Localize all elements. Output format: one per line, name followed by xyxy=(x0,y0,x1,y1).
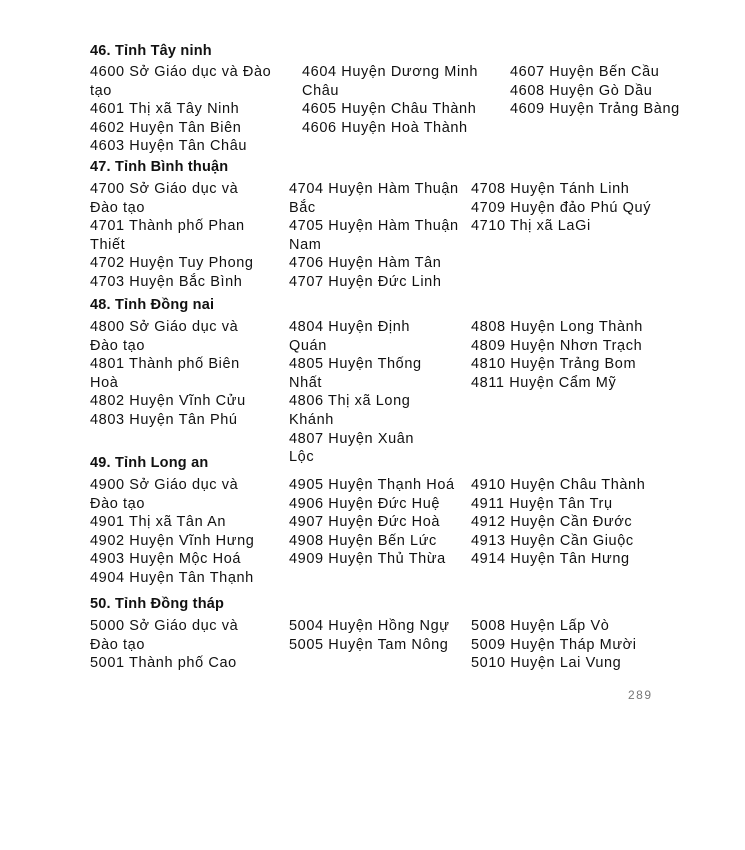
list-item: 4903 Huyện Mộc Hoá xyxy=(90,551,242,568)
section-46-col-2 xyxy=(302,63,494,137)
list-item: 4805 Huyện Thống Nhất xyxy=(289,356,422,391)
section-48-col-2 xyxy=(289,318,429,467)
section-47-col-2 xyxy=(289,180,464,292)
list-item: 5009 Huyện Tháp Mười xyxy=(471,636,637,653)
section-48-col-1 xyxy=(90,318,270,430)
list-item: 4909 Huyện Thủ Thừa xyxy=(289,551,446,568)
section-48-col-3 xyxy=(471,318,701,392)
list-item: 4803 Huyện Tân Phú xyxy=(90,411,238,428)
section-50-col-2 xyxy=(289,617,464,654)
list-item: 4914 Huyện Tân Hưng xyxy=(471,551,630,568)
list-item: 4911 Huyện Tân Trụ xyxy=(471,495,613,512)
list-item: 4908 Huyện Bến Lức xyxy=(289,532,437,549)
list-item: 4808 Huyện Long Thành xyxy=(471,319,643,335)
list-item: 4807 Huyện Xuân Lộc xyxy=(289,430,415,466)
list-item: 4901 Thị xã Tân An xyxy=(90,514,227,531)
list-item: 4802 Huyện Vĩnh Cửu xyxy=(90,393,246,410)
list-item: 4902 Huyện Vĩnh Hưng xyxy=(90,532,255,549)
list-item: 4801 Thành phố Biên Hoà xyxy=(90,356,240,391)
list-item: 4710 Thị xã LaGi xyxy=(471,218,591,235)
list-item: 5008 Huyện Lấp Vò xyxy=(471,618,610,634)
list-item: 4906 Huyện Đức Huệ xyxy=(289,495,441,512)
list-item: 4904 Huyện Tân Thạnh xyxy=(90,569,254,586)
list-item: 5000 Sở Giáo dục và Đào tạo xyxy=(90,618,239,653)
list-item: 4809 Huyện Nhơn Trạch xyxy=(471,337,643,354)
list-item: 4910 Huyện Châu Thành xyxy=(471,477,646,493)
section-46-col-1 xyxy=(90,63,290,156)
list-item: 5005 Huyện Tam Nông xyxy=(289,636,449,653)
list-item: 4603 Huyện Tân Châu xyxy=(90,138,248,155)
list-item: 4800 Sở Giáo dục và Đào tạo xyxy=(90,319,239,354)
list-item: 4604 Huyện Dương Minh Châu xyxy=(302,64,479,99)
list-item: 5004 Huyện Hồng Ngự xyxy=(289,618,450,634)
list-item: 4804 Huyện Định Quán xyxy=(289,319,411,354)
list-item: 4706 Huyện Hàm Tân xyxy=(289,255,442,272)
list-item: 4912 Huyện Cần Đước xyxy=(471,514,633,531)
section-49-col-1 xyxy=(90,476,270,588)
section-46-col-3 xyxy=(510,63,730,119)
list-item: 4606 Huyện Hoà Thành xyxy=(302,119,468,136)
list-item: 4607 Huyện Bến Cầu xyxy=(510,64,660,80)
list-item: 4806 Thị xã Long Khánh xyxy=(289,393,411,428)
list-item: 4609 Huyện Trảng Bàng xyxy=(510,101,680,118)
list-item: 4810 Huyện Trảng Bom xyxy=(471,356,637,373)
list-item: 4602 Huyện Tân Biên xyxy=(90,119,242,136)
list-item: 5001 Thành phố Cao xyxy=(90,655,237,672)
list-item: 4705 Huyện Hàm Thuận Nam xyxy=(289,218,459,253)
list-item: 4600 Sở Giáo dục và Đào tạo xyxy=(90,64,272,99)
section-title-46: 46. Tỉnh Tây ninh xyxy=(90,43,212,59)
list-item: 4702 Huyện Tuy Phong xyxy=(90,255,254,272)
list-item: 4907 Huyện Đức Hoà xyxy=(289,514,441,531)
list-item: 4701 Thành phố Phan Thiết xyxy=(90,218,245,253)
section-49-col-2 xyxy=(289,476,464,569)
list-item: 4700 Sở Giáo dục và Đào tạo xyxy=(90,181,239,216)
list-item: 4707 Huyện Đức Linh xyxy=(289,273,442,290)
list-item: 4708 Huyện Tánh Linh xyxy=(471,181,630,197)
section-title-48: 48. Tỉnh Đồng nai xyxy=(90,297,215,313)
list-item: 5010 Huyện Lai Vung xyxy=(471,655,622,672)
list-item: 4709 Huyện đảo Phú Quý xyxy=(471,199,652,216)
list-item: 4601 Thị xã Tây Ninh xyxy=(90,101,240,118)
page-number: 289 xyxy=(628,688,653,702)
list-item: 4913 Huyện Cần Giuộc xyxy=(471,532,634,549)
section-title-49: 49. Tỉnh Long an xyxy=(90,455,209,471)
list-item: 4811 Huyện Cẩm Mỹ xyxy=(471,374,617,391)
section-title-50: 50. Tỉnh Đồng tháp xyxy=(90,596,225,612)
section-49-col-3 xyxy=(471,476,701,569)
section-50-col-3 xyxy=(471,617,701,673)
list-item: 4608 Huyện Gò Dầu xyxy=(510,82,653,99)
list-item: 4905 Huyện Thạnh Hoá xyxy=(289,477,455,493)
section-title-47: 47. Tỉnh Bình thuận xyxy=(90,159,229,175)
section-47-col-1 xyxy=(90,180,270,292)
section-47-col-3 xyxy=(471,180,701,236)
list-item: 4900 Sở Giáo dục và Đào tạo xyxy=(90,477,239,512)
list-item: 4703 Huyện Bắc Bình xyxy=(90,273,243,290)
section-50-col-1 xyxy=(90,617,270,673)
list-item: 4704 Huyện Hàm Thuận Bắc xyxy=(289,181,459,216)
list-item: 4605 Huyện Châu Thành xyxy=(302,101,477,118)
